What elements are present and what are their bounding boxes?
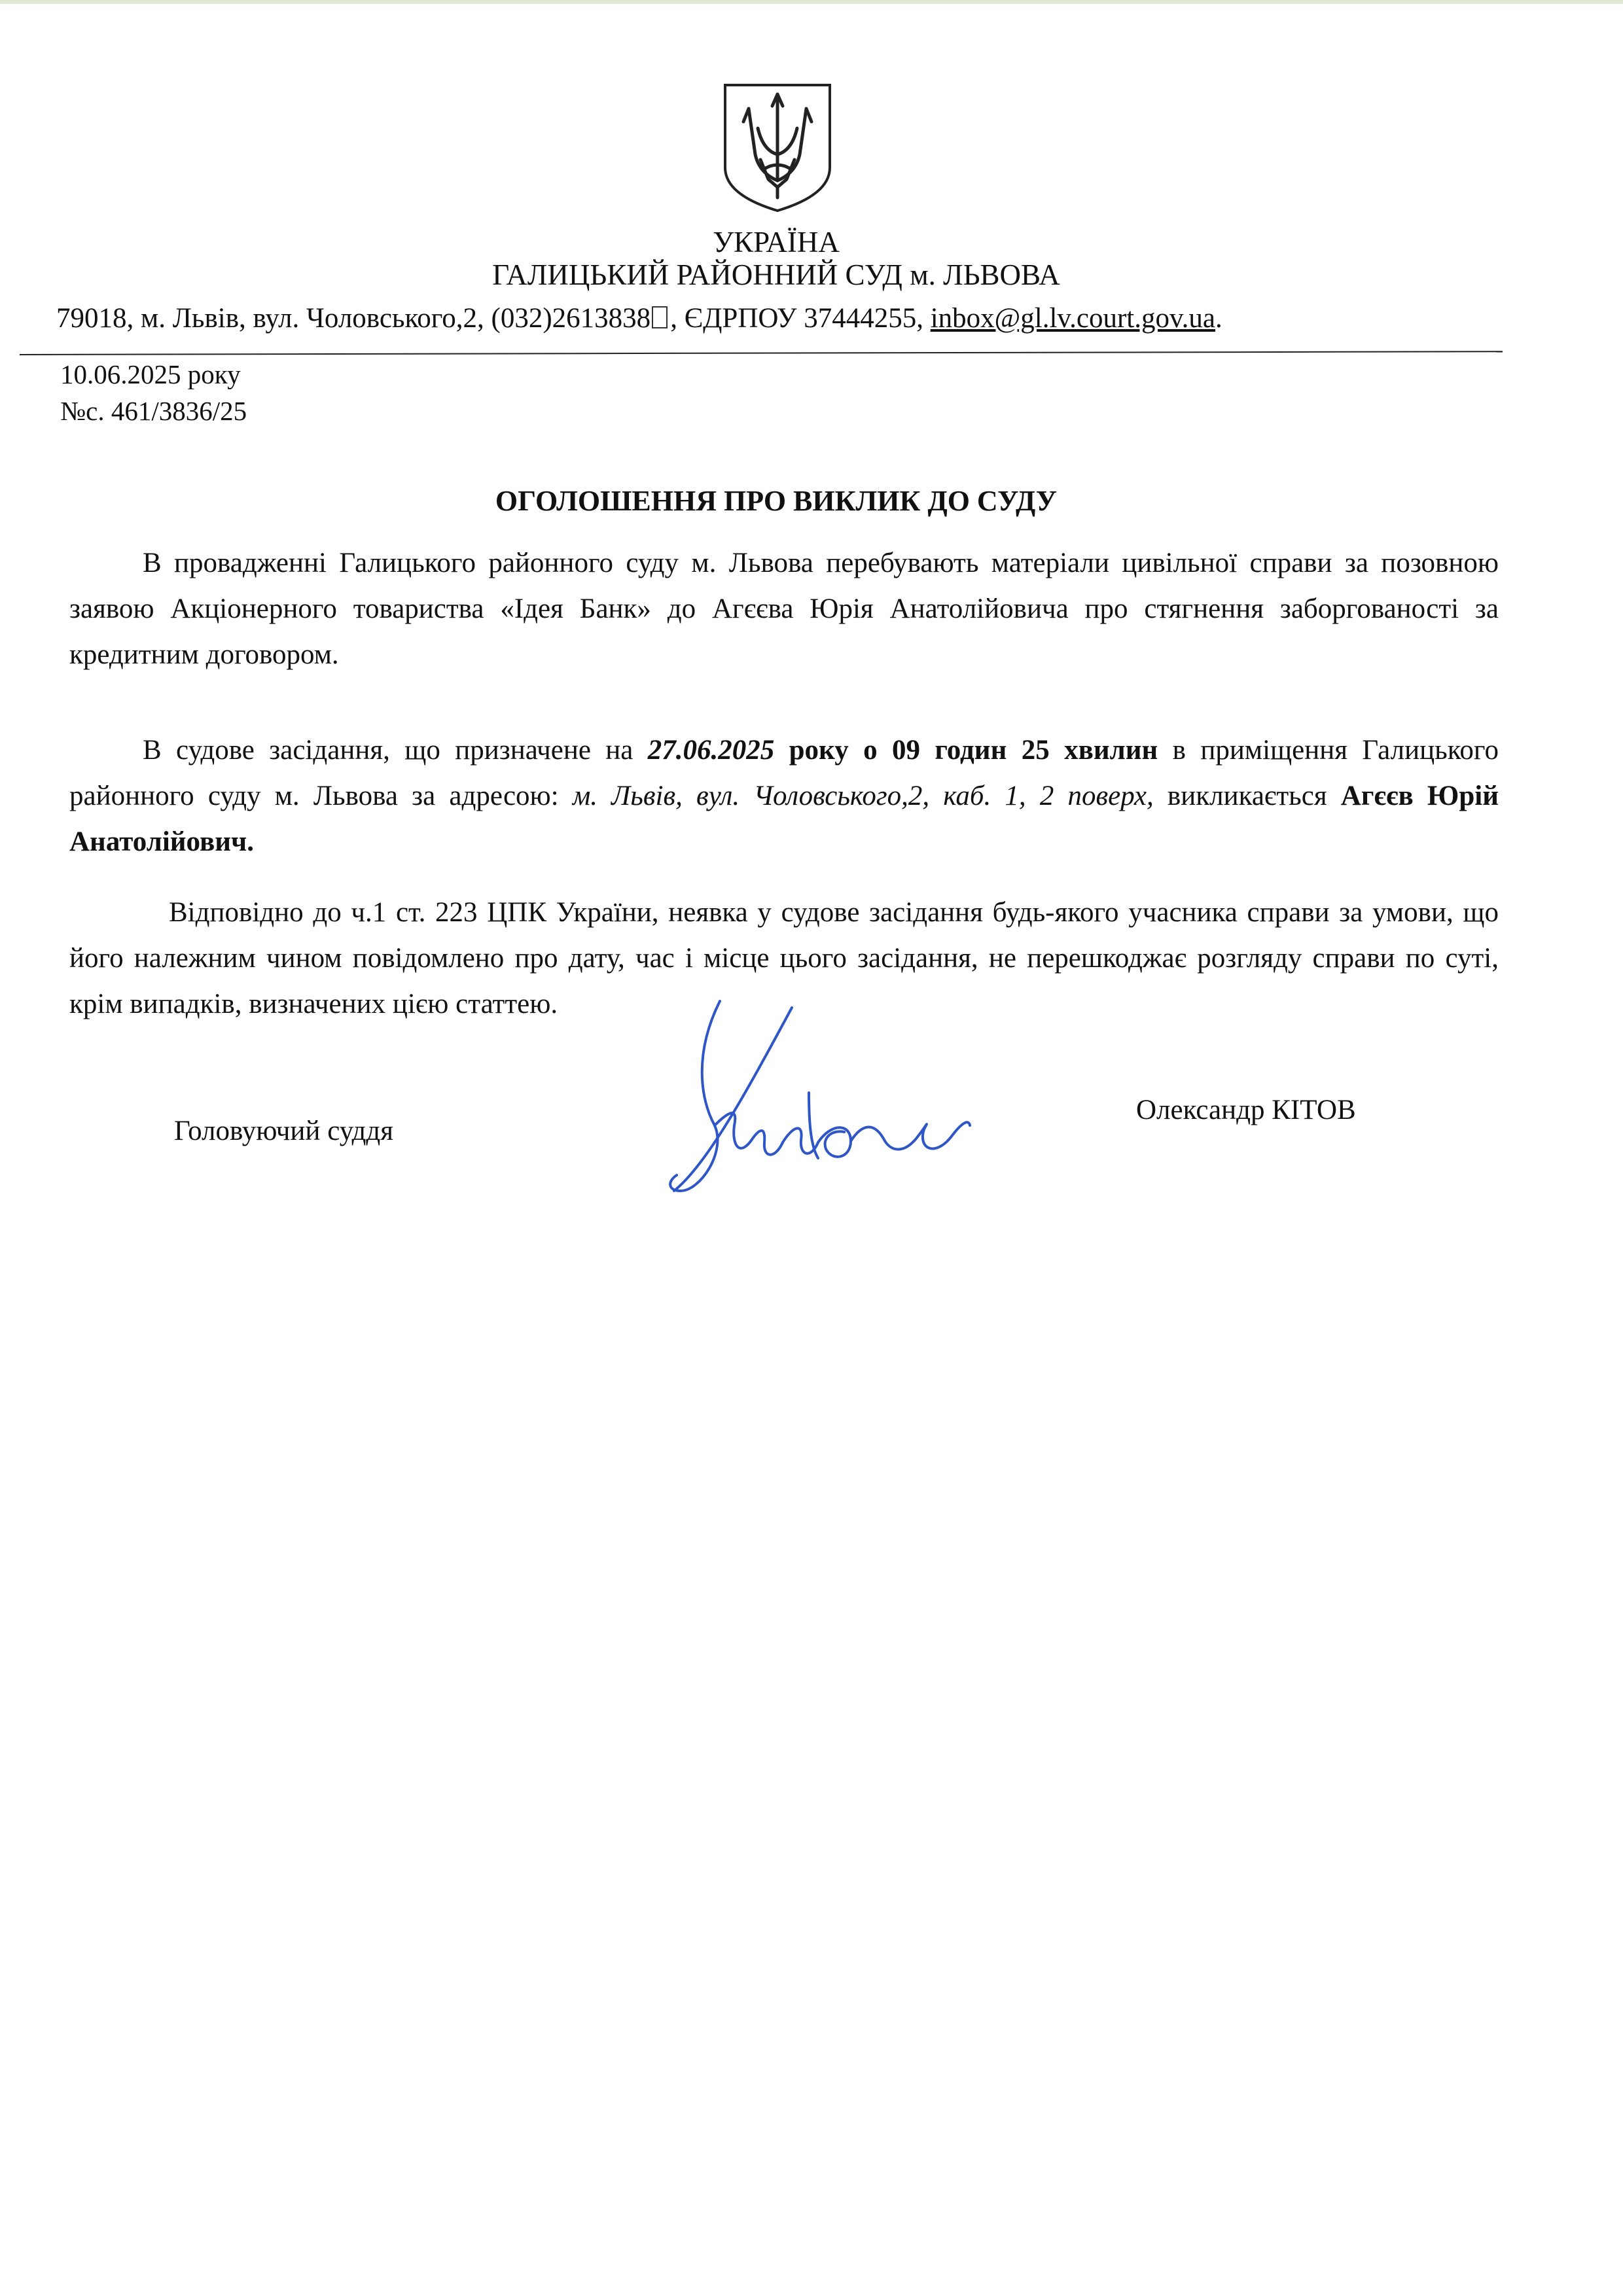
hearing-date: 27.06.2025: [647, 735, 775, 766]
scan-top-band: [0, 0, 1623, 4]
judge-name: Олександр КІТОВ: [1136, 1095, 1356, 1125]
document-date: 10.06.2025 року: [60, 359, 241, 389]
paragraph-case-info: В провадженні Галицького районного суду м. Львова перебувають матеріали цивільної справи за позовною заявою Акціонерного товариства «Ідея Банк» до Агєєва Юрія Анатолійовича про стягнення заборгованості за кредитним договором.: [69, 548, 1499, 670]
paragraph-hearing-summons: [69, 728, 1499, 865]
trident-coat-of-arms-icon: [721, 82, 834, 213]
hearing-address: м. Львів, вул. Чоловського,2, каб. 1, 2 поверх,: [572, 781, 1154, 811]
p2-text-c: викликається: [1153, 781, 1341, 811]
email-link[interactable]: inbox@gl.lv.court.gov.ua: [930, 303, 1216, 334]
address-text: 79018, м. Львів, вул. Чоловського,2, (032)2613838: [56, 303, 651, 334]
defendant-name: Агєєв Юрій Анатолійович.: [69, 781, 1499, 857]
presiding-judge-label: Головуючий суддя: [174, 1116, 394, 1146]
country-name: УКРАЇНА: [713, 226, 840, 258]
p2-text-a: В судове засідання, що призначене на: [143, 735, 648, 766]
document-title: ОГОЛОШЕННЯ ПРО ВИКЛИК ДО СУДУ: [495, 485, 1058, 517]
hearing-time: року о 09 годин 25 хвилин: [774, 735, 1158, 766]
edrpou-text: , ЄДРПОУ 37444255,: [670, 303, 931, 334]
phone-box-icon: [652, 306, 668, 328]
handwritten-signature: [654, 995, 995, 1217]
case-number: №с. 461/3836/25: [60, 396, 247, 426]
paragraph-legal-basis: Відповідно до ч.1 ст. 223 ЦПК України, неявка у судове засідання будь-якого учасника справи за умови, що його належним чином повідомлено про дату, час і місце цього засідання, не перешкоджає розгляду справи по суті, крім випадків, визначених цією статтею.: [69, 897, 1499, 1019]
court-address-line: [56, 302, 1222, 334]
court-name: ГАЛИЦЬКИЙ РАЙОННИЙ СУД м. ЛЬВОВА: [492, 258, 1060, 291]
p2-text-b: в приміщення Галицького районного суду м. Львова за адресою:: [69, 735, 1499, 811]
header-divider: [20, 351, 1503, 355]
email-suffix: .: [1215, 303, 1222, 334]
